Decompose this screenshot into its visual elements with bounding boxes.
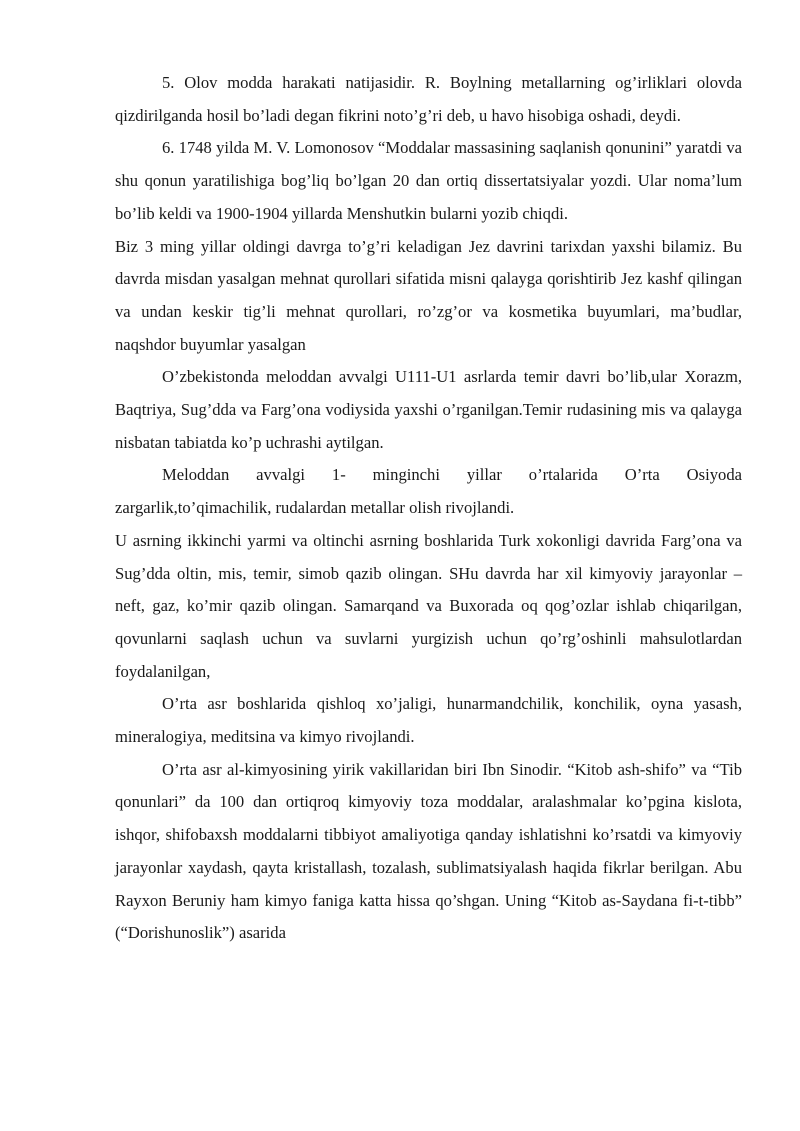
paragraph-orta-asr: O’rta asr boshlarida qishloq xo’jaligi, hunarmandchilik, konchilik, oyna yasash, mineralogiya, meditsina va kimyo rivojlandi. — [115, 694, 742, 747]
paragraph-jez-davri: Biz 3 ming yillar oldingi davrga to’g’ri keladigan Jez davrini tarixdan yaxshi bilamiz. Bu davrda misdan yasalgan mehnat qurollari sifatida misni qalayga qorishtirib Jez kashf qilingan va undan keskir tig’li mehnat qurollari, ro’zg’or va kosmetika buyumlari, ma’budlar, naqshdor buyumlar yasalgan — [115, 236, 742, 354]
paragraph-temir-davri: O’zbekistonda meloddan avvalgi U111-U1 asrlarda temir davri bo’lib,ular Xorazm, Baqtriya, Sug’dda va Farg’ona vodiysida yaxshi o’rganilgan.Temir rudasining mis va qalayga nisbatan tabiatda ko’p uchrashi aytilgan. — [115, 367, 742, 452]
paragraph-turk-xokonligi: U asrning ikkinchi yarmi va oltinchi asrning boshlarida Turk xokonligi davrida Farg’ona va Sug’dda oltin, mis, temir, simob qazib olingan. SHu davrda har xil kimyoviy jarayonlar – neft, gaz, ko’mir qazib olingan. Samarqand va Buxorada oq qog’ozlar ishlab chiqarilgan, qovunlarni saqlash uchun va suvlarni yurgizish uchun qo’rg’oshinli mahsulotlardan foydalanilgan, — [115, 530, 742, 681]
paragraph-lomonosov: 6. 1748 yilda M. V. Lomonosov “Moddalar massasining saqlanish qonunini” yaratdi va shu qonun yaratilishiga bog’liq bo’lgan 20 dan ortiq dissertatsiyalar yozdi. Ular noma’lum bo’lib keldi va 1900-1904 yillarda Menshutkin bularni yozib chiqdi. — [115, 138, 742, 223]
paragraph-olov-modda: 5. Olov modda harakati natijasidir. R. Boylning metallarning og’irliklari olovda qizdirilganda hosil bo’ladi degan fikrini noto’g’ri deb, u havo hisobiga oshadi, deydi. — [115, 73, 742, 125]
paragraph-ibn-sino: O’rta asr al-kimyosining yirik vakillaridan biri Ibn Sinodir. “Kitob ash-shifo” va “Tib qonunlari” da 100 dan ortiqroq kimyoviy toza moddalar, aralashmalar ko’pgina kislota, ishqor, shifobaxsh moddalarni tibbiyot amaliyotiga qanday ishlatishni ko’rsatdi va kimyoviy jarayonlar xaydash, qayta kristallash, tozalash, sublimatsiyalash haqida fikrlar berilgan. Abu Rayxon Beruniy ham kimyo faniga katta hissa qo’shgan. Uning “Kitob as-Saydana fi-t-tibb” (“Dorishunoslik”) asarida — [115, 759, 742, 943]
document-page — [115, 67, 742, 950]
paragraph-orta-osiyo: Meloddan avvalgi 1- minginchi yillar o’rtalarida O’rta Osiyoda zargarlik,to’qimachilik, rudalardan metallar olish rivojlandi. — [115, 465, 742, 518]
